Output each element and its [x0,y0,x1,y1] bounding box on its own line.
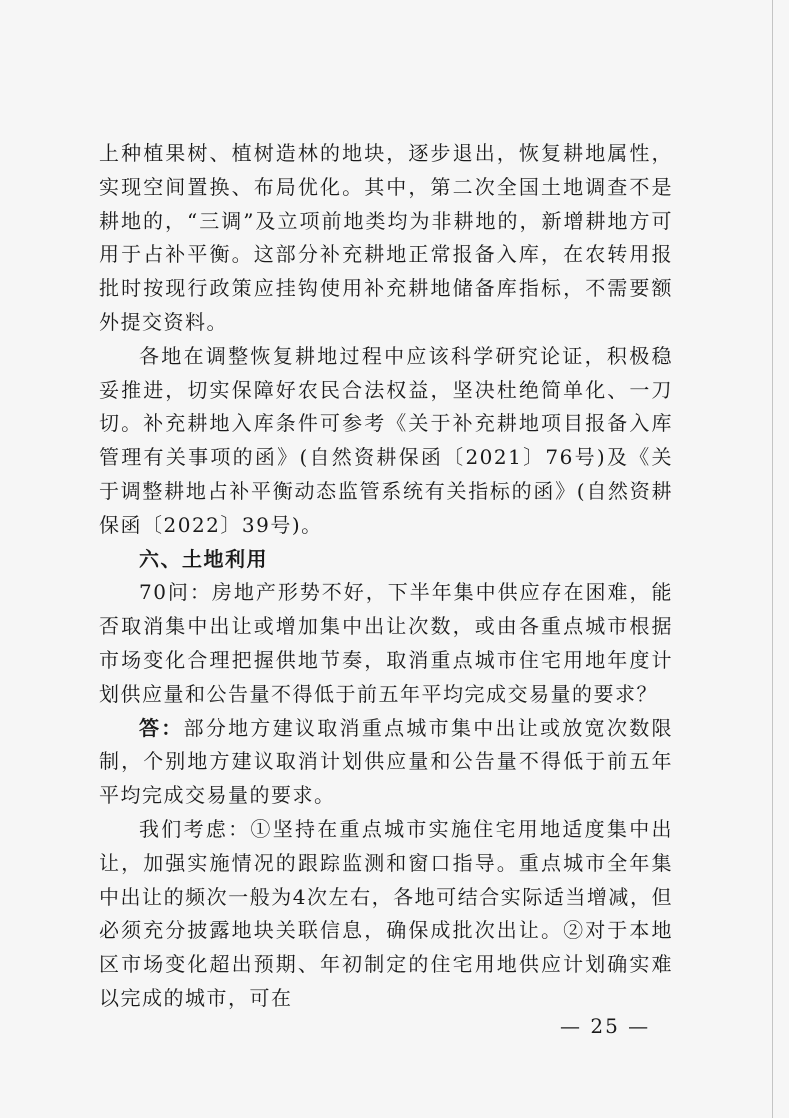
question-70: 70问：房地产形势不好，下半年集中供应存在困难，能否取消集中出让或增加集中出让次数，或由各重点城市根据市场变化合理把握供地节奏，取消重点城市住宅用地年度计划供应量和公告量不得低于前五年平均完成交易量的要求？ [99,580,673,706]
paragraph-land-adjustment: 各地在调整恢复耕地过程中应该科学研究论证，积极稳妥推进，切实保障好农民合法权益，坚决杜绝简单化、一刀切。补充耕地入库条件可参考《关于补充耕地项目报备入库管理有关事项的函》(自然资耕保函〔2021〕76号)及《关于调整耕地占补平衡动态监管系统有关指标的函》(自然资耕保函〔2022〕39号)。 [99,343,673,537]
scan-edge-line [772,0,773,1118]
paragraph-continuation: 上种植果树、植树造林的地块，逐步退出，恢复耕地属性，实现空间置换、布局优化。其中，第二次全国土地调查不是耕地的，“三调”及立项前地类均为非耕地的，新增耕地方可用于占补平衡。这部分补充耕地正常报备入库，在农转用报批时按现行政策应挂钩使用补充耕地储备库指标，不需要额外提交资料。 [99,141,673,334]
section-heading: 六、土地利用 [139,546,268,571]
answer-label: 答： [139,715,184,740]
answer-paragraph [99,712,673,813]
page-number: — 25 — [560,1014,651,1038]
page-body [99,137,673,1016]
consideration-paragraph: 我们考虑：①坚持在重点城市实施住宅用地适度集中出让，加强实施情况的跟踪监测和窗口指导。重点城市全年集中出让的频次一般为4次左右，各地可结合实际适当增减，但必须充分披露地块关联信息，确保成批次出让。②对于本地区市场变化超出预期、年初制定的住宅用地供应计划确实难以完成的城市，可在 [99,816,673,1010]
answer-text: 部分地方建议取消重点城市集中出让或放宽次数限制，个别地方建议取消计划供应量和公告量不得低于前五年平均完成交易量的要求。 [99,715,674,808]
